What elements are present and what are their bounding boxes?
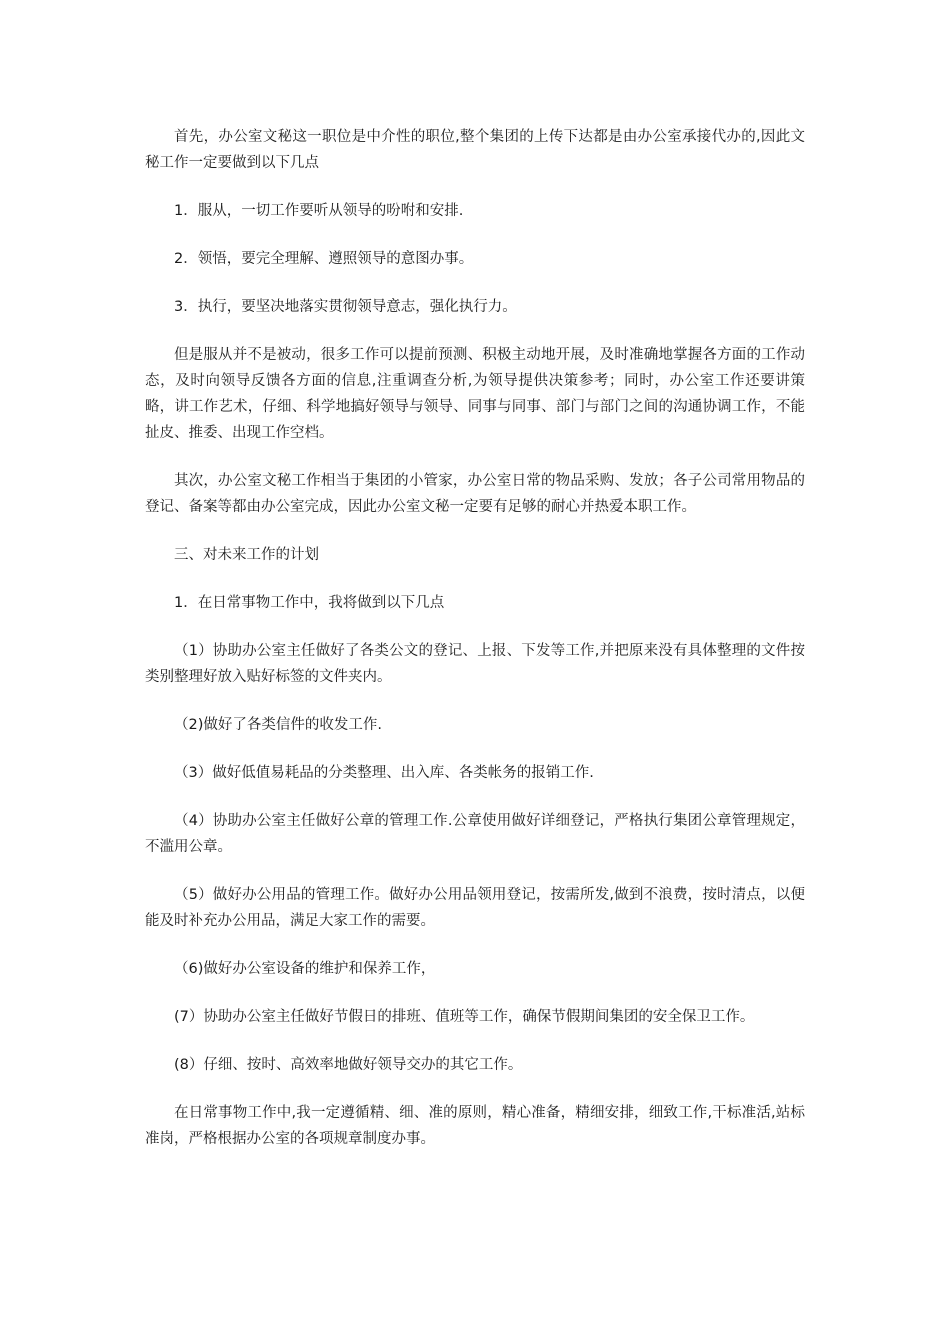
paragraph-point-3: 3．执行，要坚决地落实贯彻领导意志，强化执行力。 bbox=[174, 299, 517, 315]
section-heading-plan: 三、对未来工作的计划 bbox=[174, 547, 319, 563]
list-item-1: （1）协助办公室主任做好了各类公文的登记、上报、下发等工作,并把原来没有具体整理的文件按类别整理好放入贴好标签的文件夹内。 bbox=[145, 643, 805, 685]
list-item-2: （2)做好了各类信件的收发工作. bbox=[174, 717, 382, 733]
paragraph-intro: 首先，办公室文秘这一职位是中介性的职位,整个集团的上传下达都是由办公室承接代办的,因此文秘工作一定要做到以下几点 bbox=[145, 129, 805, 171]
paragraph-point-2: 2．领悟，要完全理解、遵照领导的意图办事。 bbox=[174, 251, 474, 267]
document-body bbox=[145, 124, 805, 1174]
paragraph-closing: 在日常事物工作中,我一定遵循精、细、准的原则，精心准备，精细安排，细致工作,干标准活,站标准岗，严格根据办公室的各项规章制度办事。 bbox=[145, 1105, 805, 1147]
list-item-6: （6)做好办公室设备的维护和保养工作， bbox=[174, 961, 436, 977]
list-item-8: (8）仔细、按时、高效率地做好领导交办的其它工作。 bbox=[174, 1057, 523, 1073]
paragraph-point-1: 1．服从，一切工作要听从领导的吩咐和安排. bbox=[174, 203, 464, 219]
list-item-3: （3）做好低值易耗品的分类整理、出入库、各类帐务的报销工作. bbox=[174, 765, 594, 781]
paragraph-second: 其次，办公室文秘工作相当于集团的小管家，办公室日常的物品采购、发放；各子公司常用物品的登记、备案等都由办公室完成，因此办公室文秘一定要有足够的耐心并热爱本职工作。 bbox=[145, 473, 805, 515]
paragraph-obedience: 但是服从并不是被动，很多工作可以提前预测、积极主动地开展，及时准确地掌握各方面的工作动态，及时向领导反馈各方面的信息,注重调查分析,为领导提供决策参考；同时，办公室工作还要讲策略，讲工作艺术，仔细、科学地搞好领导与领导、同事与同事、部门与部门之间的沟通协调工作，不能扯皮、推委、出现工作空档。 bbox=[145, 347, 805, 441]
paragraph-plan-1: 1．在日常事物工作中，我将做到以下几点 bbox=[174, 595, 445, 611]
list-item-7: (7）协助办公室主任做好节假日的排班、值班等工作，确保节假期间集团的安全保卫工作。 bbox=[174, 1009, 755, 1025]
list-item-5: （5）做好办公用品的管理工作。做好办公用品领用登记，按需所发,做到不浪费，按时清点，以便能及时补充办公用品，满足大家工作的需要。 bbox=[145, 887, 805, 929]
list-item-4: （4）协助办公室主任做好公章的管理工作.公章使用做好详细登记，严格执行集团公章管理规定，不滥用公章。 bbox=[145, 813, 805, 855]
